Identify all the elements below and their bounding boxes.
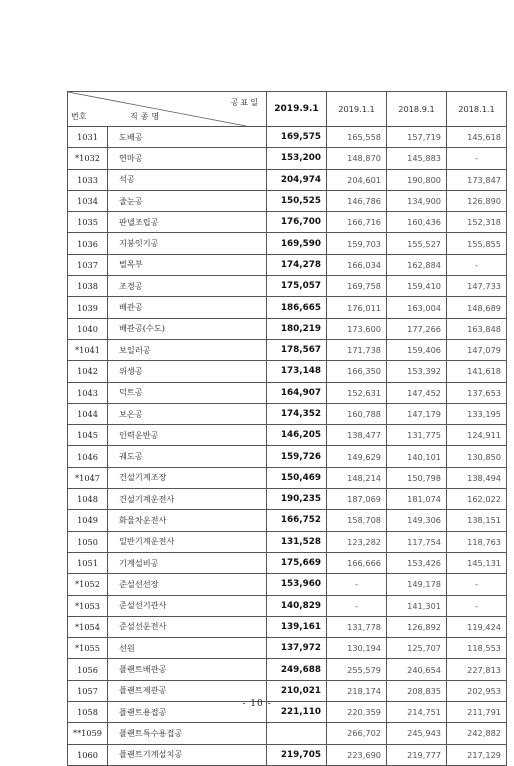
wage-value-2: 158,708	[327, 510, 387, 531]
row-number: 1057	[68, 680, 108, 701]
job-name: 도배공	[108, 127, 267, 148]
wage-value-3: 177,266	[387, 318, 447, 339]
job-name: 플랜트기계설치공	[108, 744, 267, 765]
wage-value-4: 124,911	[447, 425, 507, 446]
wage-value-3: 149,178	[387, 574, 447, 595]
wage-value-1: 190,235	[267, 489, 327, 510]
wage-value-3: 134,900	[387, 190, 447, 211]
wage-value-4: -	[447, 254, 507, 275]
row-number: *1055	[68, 638, 108, 659]
row-number: 1049	[68, 510, 108, 531]
wage-table	[67, 91, 507, 766]
job-name: 보일러공	[108, 339, 267, 360]
wage-value-2: 166,034	[327, 254, 387, 275]
row-number: *1052	[68, 574, 108, 595]
wage-value-1: 186,665	[267, 297, 327, 318]
row-number: 1034	[68, 190, 108, 211]
wage-value-2: 223,690	[327, 744, 387, 765]
table-row	[68, 510, 507, 531]
table-row	[68, 425, 507, 446]
wage-value-3: 245,943	[387, 723, 447, 744]
wage-value-4: 202,953	[447, 680, 507, 701]
header-job-label: 직종명	[130, 112, 163, 121]
wage-value-1: 140,829	[267, 595, 327, 616]
header-announce-label: 공표일	[230, 98, 260, 107]
table-row	[68, 467, 507, 488]
wage-value-2: 220,359	[327, 702, 387, 723]
wage-value-2: 159,703	[327, 233, 387, 254]
wage-value-2: 176,011	[327, 297, 387, 318]
wage-value-1: 169,590	[267, 233, 327, 254]
wage-value-4: 162,022	[447, 489, 507, 510]
job-name: 덕트공	[108, 382, 267, 403]
wage-value-1: 210,021	[267, 680, 327, 701]
wage-value-1: 150,469	[267, 467, 327, 488]
wage-value-1: 219,705	[267, 744, 327, 765]
wage-value-4: 152,318	[447, 212, 507, 233]
wage-value-3: 219,777	[387, 744, 447, 765]
wage-value-2: 138,477	[327, 425, 387, 446]
table-row	[68, 531, 507, 552]
row-number: 1038	[68, 276, 108, 297]
wage-value-1: 131,528	[267, 531, 327, 552]
table-row	[68, 595, 507, 616]
wage-value-3: 150,798	[387, 467, 447, 488]
wage-value-4: 138,494	[447, 467, 507, 488]
wage-value-1: 180,219	[267, 318, 327, 339]
wage-value-1: 169,575	[267, 127, 327, 148]
row-number: 1040	[68, 318, 108, 339]
row-number: 1056	[68, 659, 108, 680]
table-row	[68, 148, 507, 169]
wage-value-3: 117,754	[387, 531, 447, 552]
wage-value-3: 157,719	[387, 127, 447, 148]
table-row	[68, 276, 507, 297]
wage-value-3: 125,707	[387, 638, 447, 659]
row-number: 1039	[68, 297, 108, 318]
wage-value-2: 266,702	[327, 723, 387, 744]
row-number: *1047	[68, 467, 108, 488]
wage-value-4: 133,195	[447, 403, 507, 424]
table-row	[68, 574, 507, 595]
job-name: 기계설비공	[108, 552, 267, 573]
header-number-label: 번호	[71, 112, 87, 121]
row-number: 1060	[68, 744, 108, 765]
table-row	[68, 297, 507, 318]
job-name: 플랜트용접공	[108, 702, 267, 723]
wage-value-4: 155,855	[447, 233, 507, 254]
wage-value-4: 118,763	[447, 531, 507, 552]
wage-value-4: 211,791	[447, 702, 507, 723]
wage-value-1: 137,972	[267, 638, 327, 659]
wage-value-2: 149,629	[327, 446, 387, 467]
wage-value-2: 148,214	[327, 467, 387, 488]
wage-value-2: 146,786	[327, 190, 387, 211]
wage-value-1: 164,907	[267, 382, 327, 403]
job-name: 건설기계운전사	[108, 489, 267, 510]
row-number: 1043	[68, 382, 108, 403]
row-number: **1059	[68, 723, 108, 744]
wage-value-1: 204,974	[267, 169, 327, 190]
wage-value-3: 159,406	[387, 339, 447, 360]
wage-value-2: 130,194	[327, 638, 387, 659]
job-name: 궤도공	[108, 446, 267, 467]
job-name: 일반기계운전사	[108, 531, 267, 552]
table-row	[68, 169, 507, 190]
row-number: 1037	[68, 254, 108, 275]
wage-value-3: 214,751	[387, 702, 447, 723]
row-number: 1031	[68, 127, 108, 148]
wage-value-4: 163,848	[447, 318, 507, 339]
wage-value-4: 173,847	[447, 169, 507, 190]
wage-value-3: 131,775	[387, 425, 447, 446]
table-row	[68, 723, 507, 744]
wage-value-4: 147,733	[447, 276, 507, 297]
page-number: - 10 -	[242, 699, 272, 709]
wage-value-3: 153,392	[387, 361, 447, 382]
job-name: 조경공	[108, 276, 267, 297]
wage-value-3: 147,452	[387, 382, 447, 403]
wage-value-1: 178,567	[267, 339, 327, 360]
row-number: 1044	[68, 403, 108, 424]
table-row	[68, 638, 507, 659]
row-number: 1046	[68, 446, 108, 467]
job-name: 선원	[108, 638, 267, 659]
wage-value-1: 175,669	[267, 552, 327, 573]
job-name: 배관공(수도)	[108, 318, 267, 339]
wage-value-1: 174,278	[267, 254, 327, 275]
table-row	[68, 127, 507, 148]
wage-value-4: 141,618	[447, 361, 507, 382]
wage-value-3: 153,426	[387, 552, 447, 573]
wage-value-3: 160,436	[387, 212, 447, 233]
table-row	[68, 659, 507, 680]
wage-value-1: 175,057	[267, 276, 327, 297]
table-row	[68, 339, 507, 360]
wage-value-3: 208,835	[387, 680, 447, 701]
row-number: 1035	[68, 212, 108, 233]
wage-value-2: 169,758	[327, 276, 387, 297]
wage-value-3: 162,884	[387, 254, 447, 275]
job-name: 지붕잇기공	[108, 233, 267, 254]
wage-value-4: -	[447, 148, 507, 169]
table-row	[68, 254, 507, 275]
wage-value-2: -	[327, 595, 387, 616]
job-name: 위생공	[108, 361, 267, 382]
job-name: 인력운반공	[108, 425, 267, 446]
wage-value-3: 140,101	[387, 446, 447, 467]
wage-value-1: 173,148	[267, 361, 327, 382]
wage-value-2: 173,600	[327, 318, 387, 339]
wage-value-1: 249,688	[267, 659, 327, 680]
job-name: 화물차운전사	[108, 510, 267, 531]
header-year-4: 2018.1.1	[447, 92, 507, 127]
table-row	[68, 212, 507, 233]
wage-value-1: 176,700	[267, 212, 327, 233]
job-name: 줄눈공	[108, 190, 267, 211]
wage-value-4: 130,850	[447, 446, 507, 467]
table-row	[68, 489, 507, 510]
header-diagonal-cell	[68, 92, 267, 127]
row-number: 1048	[68, 489, 108, 510]
table-header-row	[68, 92, 507, 127]
wage-value-3: 147,179	[387, 403, 447, 424]
wage-value-1: 174,352	[267, 403, 327, 424]
table-row	[68, 233, 507, 254]
wage-value-2: 152,631	[327, 382, 387, 403]
job-name: 연마공	[108, 148, 267, 169]
job-name: 준설선선장	[108, 574, 267, 595]
wage-value-4: 148,689	[447, 297, 507, 318]
header-year-3: 2018.9.1	[387, 92, 447, 127]
table-row	[68, 361, 507, 382]
table-row	[68, 552, 507, 573]
wage-value-2: 218,174	[327, 680, 387, 701]
wage-value-2: 166,716	[327, 212, 387, 233]
job-name: 벌목부	[108, 254, 267, 275]
wage-value-2: 166,666	[327, 552, 387, 573]
wage-value-3: 145,883	[387, 148, 447, 169]
wage-value-2: 204,601	[327, 169, 387, 190]
wage-value-3: 240,654	[387, 659, 447, 680]
wage-value-4: 118,553	[447, 638, 507, 659]
job-name: 준설선기관사	[108, 595, 267, 616]
wage-value-4: 119,424	[447, 616, 507, 637]
table-row	[68, 446, 507, 467]
table-row	[68, 403, 507, 424]
wage-value-2: 160,788	[327, 403, 387, 424]
row-number: *1054	[68, 616, 108, 637]
wage-value-3: 126,892	[387, 616, 447, 637]
wage-value-2: 171,738	[327, 339, 387, 360]
wage-value-1: 150,525	[267, 190, 327, 211]
table-row	[68, 616, 507, 637]
wage-value-4: 242,882	[447, 723, 507, 744]
table-row	[68, 318, 507, 339]
wage-value-3: 141,301	[387, 595, 447, 616]
wage-value-2: 255,579	[327, 659, 387, 680]
wage-value-4: 137,653	[447, 382, 507, 403]
job-name: 건설기계조장	[108, 467, 267, 488]
wage-value-4: 147,079	[447, 339, 507, 360]
wage-value-1: 166,752	[267, 510, 327, 531]
wage-value-1: 153,960	[267, 574, 327, 595]
row-number: 1045	[68, 425, 108, 446]
row-number: 1042	[68, 361, 108, 382]
row-number: *1041	[68, 339, 108, 360]
wage-value-2: 131,778	[327, 616, 387, 637]
wage-value-2: -	[327, 574, 387, 595]
wage-value-2: 166,350	[327, 361, 387, 382]
table-row	[68, 744, 507, 765]
job-name: 석공	[108, 169, 267, 190]
wage-value-2: 148,870	[327, 148, 387, 169]
wage-value-1: 139,161	[267, 616, 327, 637]
wage-value-4: 145,131	[447, 552, 507, 573]
job-name: 플랜트특수용접공	[108, 723, 267, 744]
wage-value-3: 149,306	[387, 510, 447, 531]
wage-value-4: 145,618	[447, 127, 507, 148]
wage-value-4: 138,151	[447, 510, 507, 531]
wage-value-2: 187,069	[327, 489, 387, 510]
wage-value-4: 217,129	[447, 744, 507, 765]
wage-value-3: 190,800	[387, 169, 447, 190]
table-row	[68, 382, 507, 403]
row-number: 1058	[68, 702, 108, 723]
job-name: 배관공	[108, 297, 267, 318]
wage-value-4: -	[447, 595, 507, 616]
wage-value-4: -	[447, 574, 507, 595]
row-number: 1051	[68, 552, 108, 573]
header-year-1: 2019.9.1	[267, 92, 327, 127]
wage-value-1	[267, 723, 327, 744]
job-name: 보온공	[108, 403, 267, 424]
job-name: 판넬조립공	[108, 212, 267, 233]
wage-value-2: 123,282	[327, 531, 387, 552]
wage-table-body	[68, 92, 507, 766]
wage-value-1: 159,726	[267, 446, 327, 467]
wage-value-1: 153,200	[267, 148, 327, 169]
job-name: 플랜트제관공	[108, 680, 267, 701]
wage-value-3: 163,004	[387, 297, 447, 318]
job-name: 플랜트배관공	[108, 659, 267, 680]
row-number: *1053	[68, 595, 108, 616]
wage-value-3: 159,410	[387, 276, 447, 297]
row-number: 1033	[68, 169, 108, 190]
wage-value-4: 227,813	[447, 659, 507, 680]
header-year-2: 2019.1.1	[327, 92, 387, 127]
row-number: 1050	[68, 531, 108, 552]
wage-value-3: 155,527	[387, 233, 447, 254]
wage-value-1: 146,205	[267, 425, 327, 446]
row-number: *1032	[68, 148, 108, 169]
wage-value-1: 221,110	[267, 702, 327, 723]
wage-value-4: 126,890	[447, 190, 507, 211]
row-number: 1036	[68, 233, 108, 254]
wage-value-2: 165,558	[327, 127, 387, 148]
table-row	[68, 190, 507, 211]
wage-value-3: 181,074	[387, 489, 447, 510]
job-name: 준설선운전사	[108, 616, 267, 637]
